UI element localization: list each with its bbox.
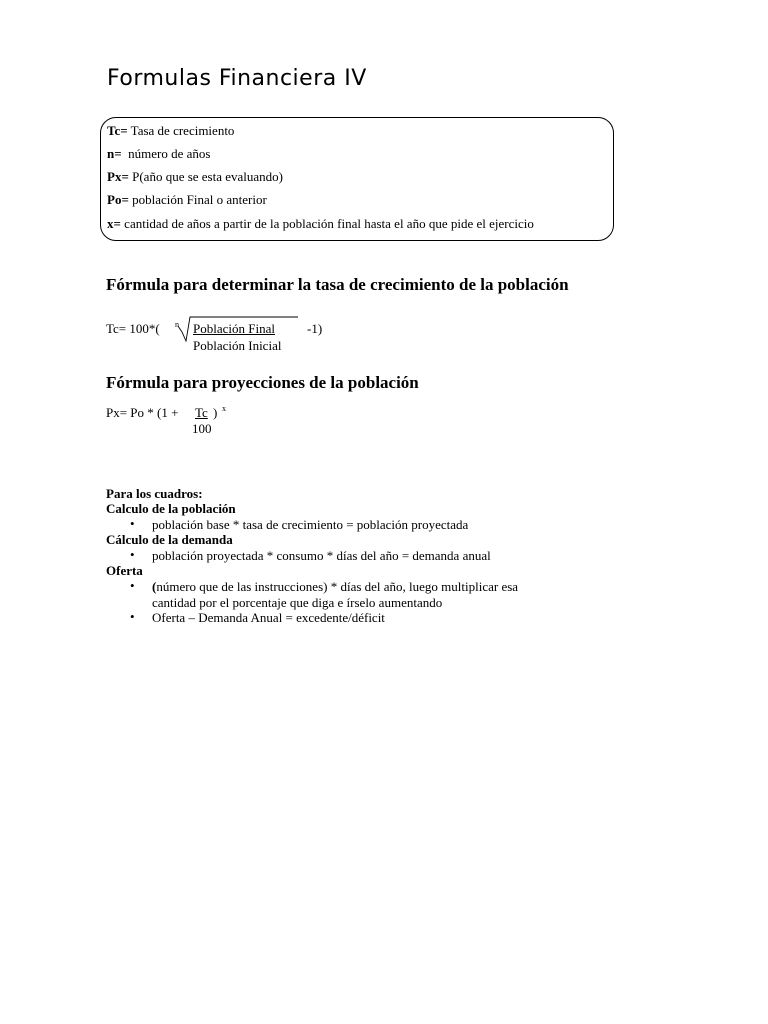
definition-x: x= cantidad de años a partir de la población final hasta el año que pide el ejercicio bbox=[107, 216, 534, 231]
heading-oferta: Oferta bbox=[106, 563, 143, 578]
heading-growth-rate: Fórmula para determinar la tasa de crecimiento de la población bbox=[106, 275, 569, 294]
heading-projections: Fórmula para proyecciones de la población bbox=[106, 373, 419, 392]
formula1-suffix: -1) bbox=[307, 321, 323, 336]
page-title: Formulas Financiera IV bbox=[107, 66, 367, 91]
formula2-denominator: 100 bbox=[192, 421, 212, 436]
bullet-icon: • bbox=[130, 547, 135, 562]
definition-px: Px= P(año que se esta evaluando) bbox=[107, 169, 283, 184]
list-item: Oferta – Demanda Anual = excedente/déficit bbox=[152, 610, 385, 625]
list-item: (número que de las instrucciones) * días del año, luego multiplicar esa bbox=[152, 579, 519, 594]
bullet-icon: • bbox=[130, 609, 135, 624]
heading-calculo-poblacion: Calculo de la población bbox=[106, 501, 236, 516]
formula2-exponent: x bbox=[222, 404, 226, 413]
cuadros-intro: Para los cuadros: bbox=[106, 486, 203, 501]
formula1-denominator: Población Inicial bbox=[193, 338, 282, 353]
heading-calculo-demanda: Cálculo de la demanda bbox=[106, 532, 233, 547]
formula1-root-index: n bbox=[175, 320, 179, 329]
formula2-close: ) bbox=[213, 405, 218, 420]
list-item: población base * tasa de crecimiento = población proyectada bbox=[152, 517, 469, 532]
list-item-continuation: cantidad por el porcentaje que diga e írselo aumentando bbox=[152, 595, 443, 610]
formula1-prefix: Tc= 100*( bbox=[106, 321, 160, 336]
bullet-icon: • bbox=[130, 578, 135, 593]
formula2-numerator: Tc bbox=[195, 405, 208, 420]
bullet-icon: • bbox=[130, 516, 135, 531]
list-item: población proyectada * consumo * días del año = demanda anual bbox=[152, 548, 491, 563]
definition-po: Po= población Final o anterior bbox=[107, 192, 267, 207]
formula1-numerator: Población Final bbox=[193, 321, 275, 336]
definition-tc: Tc= Tasa de crecimiento bbox=[107, 123, 235, 138]
definition-n: n= número de años bbox=[107, 146, 211, 161]
formula2-prefix: Px= Po * (1 + bbox=[106, 405, 179, 420]
